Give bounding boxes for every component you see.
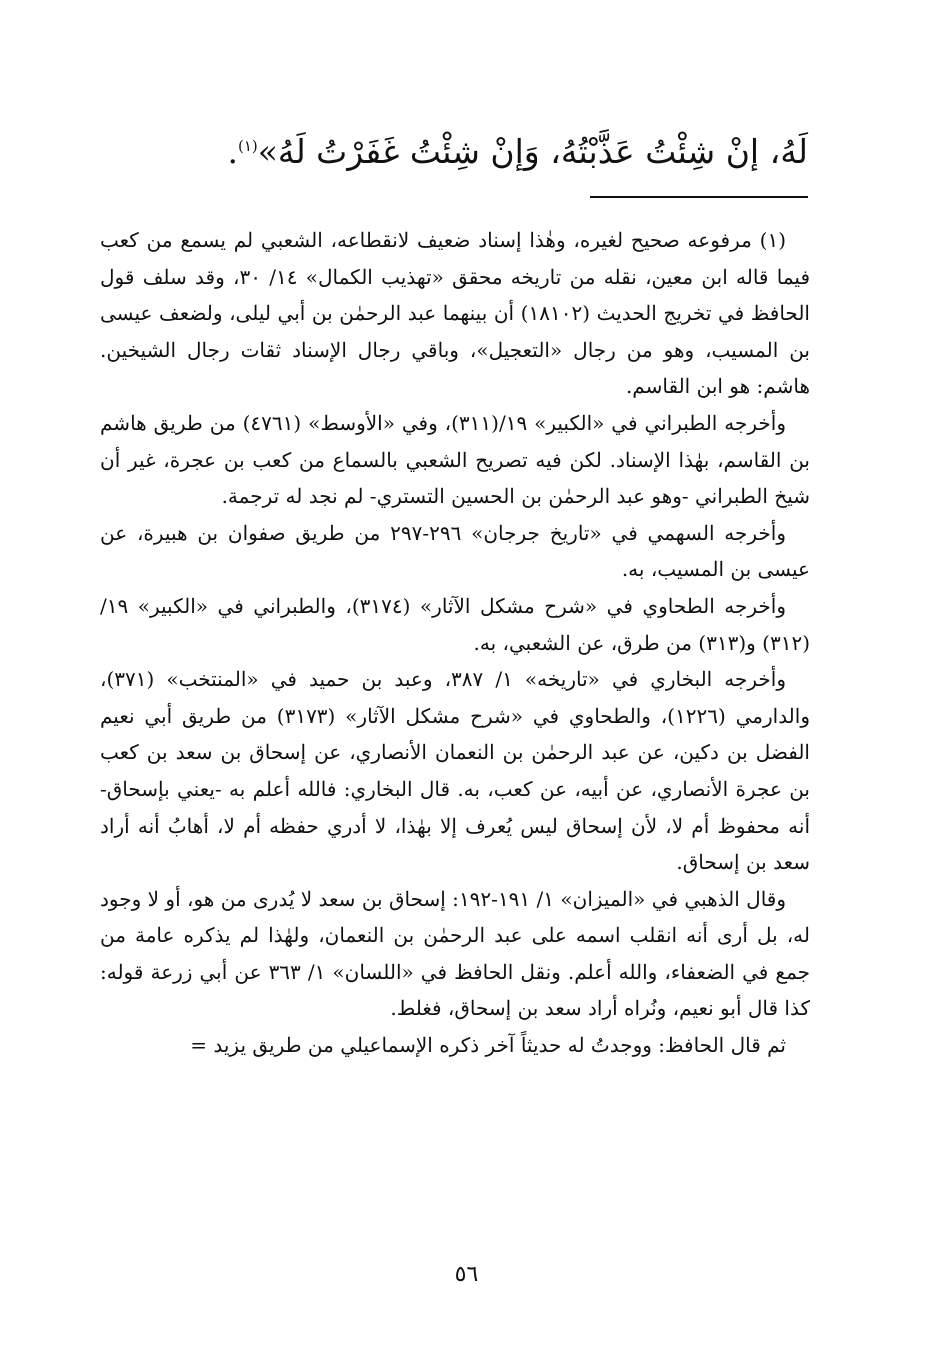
footnote-paragraph: وأخرجه البخاري في «تاريخه» ١/ ٣٨٧، وعبد بن حميد في «المنتخب» (٣٧١)، والدارمي (١٢٢٦)، والطحاوي في «شرح مشكل الآثار» (٣١٧٣) من طريق أبي نعيم الفضل بن دكين، عن عبد الرحمٰن بن النعمان الأنصاري، عن إسحاق بن سعد بن كعب بن عجرة الأنصاري، عن أبيه، عن كعب، به. قال البخاري: فالله أعلم به -يعني بإسحاق- أنه محفوظ أم لا، لأن إسحاق ليس يُعرف إلا بهٰذا، لا أدري حفظه أم لا، أهابُ أنه أراد سعد بن إسحاق. [100,667,810,875]
footnote-paragraph: ثم قال الحافظ: ووجدتُ له حديثاً آخر ذكره الإسماعيلي من طريق يزيد = [190,1033,786,1058]
hadith-text: لَهُ، إنْ شِئْتُ عَذَّبْتُهُ، وَإنْ شِئْتُ غَفَرْتُ لَهُ» [257,132,808,171]
footnote-paragraph: وأخرجه الطحاوي في «شرح مشكل الآثار» (٣١٧٤)، والطبراني في «الكبير» ١٩/ (٣١٢) و(٣١٣) من طرق، عن الشعبي، به. [100,593,810,655]
main-text-line [100,122,808,182]
footnote-paragraph: وقال الذهبي في «الميزان» ١/ ١٩١-١٩٢: إسحاق بن سعد لا يُدرى من هو، أو لا وجود له، بل أرى أنه انقلب اسمه على عبد الرحمٰن بن النعمان، ولهٰذا لم يذكره عامة من جمع في الضعفاء، والله أعلم. ونقل الحافظ في «اللسان» ١/ ٣٦٣ عن أبي زرعة قوله: كذا قال أبو نعيم، ونُراه أراد سعد بن إسحاق، فغلط. [100,886,810,1021]
page-number: ٥٦ [454,1262,479,1287]
footnote-paragraph: وأخرجه السهمي في «تاريخ جرجان» ٢٩٦-٢٩٧ من طريق صفوان بن هبيرة، عن عيسى بن المسيب، به. [100,520,810,582]
sentence-end: . [227,132,238,171]
footnote-separator [590,196,808,198]
footnote-paragraph: (١) مرفوعه صحيح لغيره، وهٰذا إسناد ضعيف لانقطاعه، الشعبي لم يسمع من كعب فيما قاله ابن معين، نقله من تاريخه محقق «تهذيب الكمال» ١٤/ ٣٠، وقد سلف قول الحافظ في تخريج الحديث (١٨١٠٢) أن بينهما عبد الرحمٰن بن أبي ليلى، ولضعف عيسى بن المسيب، وهو من رجال «التعجيل»، وباقي رجال الإسناد ثقات رجال الشيخين. هاشم: هو ابن القاسم. [100,228,811,399]
footnotes-section [100,222,810,1064]
footnote-paragraph: وأخرجه الطبراني في «الكبير» ١٩/(٣١١)، وفي «الأوسط» (٤٧٦١) من طريق هاشم بن القاسم، بهٰذا الإسناد. لكن فيه تصريح الشعبي بالسماع من كعب بن عجرة، غير أن شيخ الطبراني -وهو عبد الرحمٰن بن الحسين التستري- لم نجد له ترجمة. [100,410,810,509]
footnote-reference[interactable]: (١) [237,137,258,155]
